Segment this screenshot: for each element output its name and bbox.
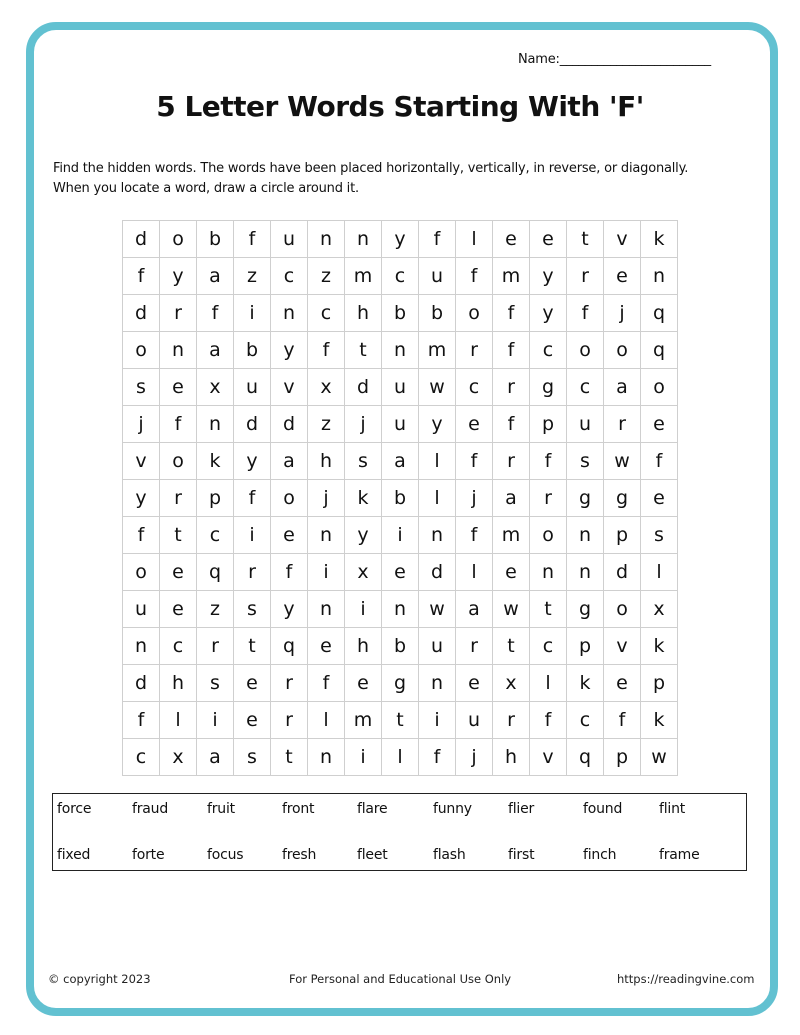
grid-cell[interactable]: l xyxy=(641,554,678,591)
grid-cell[interactable]: e xyxy=(160,369,197,406)
grid-cell[interactable]: h xyxy=(345,628,382,665)
grid-cell[interactable]: v xyxy=(604,628,641,665)
grid-cell[interactable]: i xyxy=(382,517,419,554)
grid-cell[interactable]: s xyxy=(567,443,604,480)
grid-cell[interactable]: n xyxy=(419,665,456,702)
copyright-text: © copyright 2023 xyxy=(48,972,151,986)
grid-cell[interactable]: d xyxy=(604,554,641,591)
grid-cell[interactable]: f xyxy=(419,739,456,776)
grid-cell[interactable]: q xyxy=(641,332,678,369)
grid-cell[interactable]: f xyxy=(234,480,271,517)
grid-cell[interactable]: n xyxy=(530,554,567,591)
grid-cell[interactable]: t xyxy=(234,628,271,665)
grid-cell[interactable]: n xyxy=(382,332,419,369)
grid-cell[interactable]: d xyxy=(123,295,160,332)
grid-cell[interactable]: e xyxy=(493,221,530,258)
grid-cell[interactable]: e xyxy=(641,406,678,443)
page-title: 5 Letter Words Starting With 'F' xyxy=(156,90,644,123)
grid-cell[interactable]: e xyxy=(604,665,641,702)
grid-cell[interactable]: c xyxy=(271,258,308,295)
grid-cell[interactable]: j xyxy=(123,406,160,443)
grid-cell[interactable]: n xyxy=(308,591,345,628)
grid-cell[interactable]: u xyxy=(123,591,160,628)
word-list-item: fleet xyxy=(357,847,388,863)
grid-cell[interactable]: i xyxy=(197,702,234,739)
grid-cell[interactable]: b xyxy=(382,628,419,665)
grid-cell[interactable]: g xyxy=(530,369,567,406)
grid-cell[interactable]: o xyxy=(160,443,197,480)
grid-cell[interactable]: s xyxy=(123,369,160,406)
grid-cell[interactable]: f xyxy=(197,295,234,332)
grid-cell[interactable]: f xyxy=(271,554,308,591)
grid-cell[interactable]: f xyxy=(160,406,197,443)
grid-cell[interactable]: x xyxy=(308,369,345,406)
grid-cell[interactable]: s xyxy=(197,665,234,702)
grid-cell[interactable]: r xyxy=(234,554,271,591)
grid-cell[interactable]: f xyxy=(567,295,604,332)
grid-cell[interactable]: e xyxy=(160,591,197,628)
grid-cell[interactable]: t xyxy=(382,702,419,739)
grid-cell[interactable]: m xyxy=(345,258,382,295)
grid-cell[interactable]: s xyxy=(234,739,271,776)
grid-cell[interactable]: c xyxy=(456,369,493,406)
grid-cell[interactable]: n xyxy=(197,406,234,443)
grid-cell[interactable]: n xyxy=(641,258,678,295)
grid-cell[interactable]: l xyxy=(419,443,456,480)
word-search-grid xyxy=(122,220,678,776)
grid-cell[interactable]: j xyxy=(456,480,493,517)
grid-cell[interactable]: p xyxy=(641,665,678,702)
grid-cell[interactable]: r xyxy=(197,628,234,665)
grid-cell[interactable]: r xyxy=(271,665,308,702)
grid-cell[interactable]: k xyxy=(345,480,382,517)
grid-cell[interactable]: c xyxy=(160,628,197,665)
grid-cell[interactable]: a xyxy=(604,369,641,406)
grid-cell[interactable]: o xyxy=(123,332,160,369)
grid-cell[interactable]: c xyxy=(123,739,160,776)
grid-cell[interactable]: b xyxy=(234,332,271,369)
grid-cell[interactable]: r xyxy=(271,702,308,739)
grid-cell[interactable]: i xyxy=(308,554,345,591)
grid-cell[interactable]: g xyxy=(567,480,604,517)
grid-cell[interactable]: z xyxy=(234,258,271,295)
grid-cell[interactable]: o xyxy=(641,369,678,406)
grid-cell[interactable]: u xyxy=(419,628,456,665)
instructions: Find the hidden words. The words have been placed horizontally, vertically, in reverse, or diagonally. When you locate a word, draw a circle around it. xyxy=(53,161,689,196)
grid-cell[interactable]: u xyxy=(456,702,493,739)
word-list-item: focus xyxy=(207,847,244,863)
grid-cell[interactable]: u xyxy=(419,258,456,295)
grid-cell[interactable]: q xyxy=(641,295,678,332)
grid-cell[interactable]: n xyxy=(345,221,382,258)
grid-cell[interactable]: e xyxy=(456,406,493,443)
grid-cell[interactable]: x xyxy=(493,665,530,702)
word-list-item: first xyxy=(508,847,535,863)
grid-cell[interactable]: y xyxy=(530,258,567,295)
grid-cell[interactable]: r xyxy=(567,258,604,295)
grid-cell[interactable]: e xyxy=(604,258,641,295)
grid-cell[interactable]: u xyxy=(271,221,308,258)
grid-cell[interactable]: c xyxy=(530,332,567,369)
grid-cell[interactable]: c xyxy=(567,702,604,739)
grid-cell[interactable]: p xyxy=(604,517,641,554)
grid-cell[interactable]: z xyxy=(197,591,234,628)
grid-cell[interactable]: f xyxy=(641,443,678,480)
grid-cell[interactable]: w xyxy=(604,443,641,480)
grid-cell[interactable]: r xyxy=(530,480,567,517)
grid-cell[interactable]: f xyxy=(493,332,530,369)
word-list-item: fresh xyxy=(282,847,317,863)
grid-cell[interactable]: t xyxy=(271,739,308,776)
word-list-item: front xyxy=(282,801,315,817)
word-list-item: fraud xyxy=(132,801,169,817)
grid-cell[interactable]: g xyxy=(382,665,419,702)
grid-cell[interactable]: z xyxy=(308,258,345,295)
grid-cell[interactable]: d xyxy=(123,221,160,258)
grid-cell[interactable]: d xyxy=(271,406,308,443)
grid-cell[interactable]: n xyxy=(271,295,308,332)
grid-cell[interactable]: k xyxy=(567,665,604,702)
grid-cell[interactable]: n xyxy=(123,628,160,665)
grid-cell[interactable]: e xyxy=(271,517,308,554)
word-list-item: flint xyxy=(659,801,686,817)
grid-cell[interactable]: f xyxy=(530,443,567,480)
grid-cell[interactable]: x xyxy=(345,554,382,591)
grid-cell[interactable]: u xyxy=(567,406,604,443)
grid-cell[interactable]: j xyxy=(308,480,345,517)
grid-cell[interactable]: v xyxy=(530,739,567,776)
word-list-item: fruit xyxy=(207,801,235,817)
grid-cell[interactable]: e xyxy=(345,665,382,702)
grid-cell[interactable]: v xyxy=(123,443,160,480)
grid-cell[interactable]: l xyxy=(456,554,493,591)
grid-cell[interactable]: m xyxy=(493,258,530,295)
grid-cell[interactable]: f xyxy=(456,517,493,554)
grid-cell[interactable]: f xyxy=(308,332,345,369)
grid-cell[interactable]: k xyxy=(197,443,234,480)
grid-cell[interactable]: y xyxy=(419,406,456,443)
grid-cell[interactable]: w xyxy=(419,369,456,406)
grid-cell[interactable]: c xyxy=(382,258,419,295)
grid-cell[interactable]: a xyxy=(197,258,234,295)
grid-cell[interactable]: h xyxy=(160,665,197,702)
grid-cell[interactable]: t xyxy=(345,332,382,369)
grid-cell[interactable]: x xyxy=(160,739,197,776)
grid-cell[interactable]: f xyxy=(493,295,530,332)
grid-cell[interactable]: e xyxy=(641,480,678,517)
grid-cell[interactable]: r xyxy=(604,406,641,443)
grid-cell[interactable]: l xyxy=(530,665,567,702)
grid-cell[interactable]: i xyxy=(345,591,382,628)
grid-cell[interactable]: g xyxy=(604,480,641,517)
grid-cell[interactable]: e xyxy=(456,665,493,702)
grid-cell[interactable]: y xyxy=(160,258,197,295)
grid-cell[interactable]: x xyxy=(641,591,678,628)
grid-cell[interactable]: c xyxy=(308,295,345,332)
grid-cell[interactable]: a xyxy=(382,443,419,480)
grid-cell[interactable]: y xyxy=(234,443,271,480)
grid-cell[interactable]: f xyxy=(530,702,567,739)
usage-notice: For Personal and Educational Use Only xyxy=(289,972,512,986)
grid-cell[interactable]: c xyxy=(530,628,567,665)
grid-cell[interactable]: s xyxy=(345,443,382,480)
grid-cell[interactable]: p xyxy=(604,739,641,776)
grid-cell[interactable]: u xyxy=(382,406,419,443)
grid-cell[interactable]: m xyxy=(493,517,530,554)
grid-cell[interactable]: e xyxy=(530,221,567,258)
grid-cell[interactable]: v xyxy=(604,221,641,258)
word-list-item: flier xyxy=(508,801,535,817)
grid-cell[interactable]: r xyxy=(160,295,197,332)
grid-cell[interactable]: e xyxy=(234,665,271,702)
word-list-item: funny xyxy=(433,801,472,817)
grid-cell[interactable]: i xyxy=(419,702,456,739)
grid-cell[interactable]: f xyxy=(493,406,530,443)
grid-cell[interactable]: j xyxy=(604,295,641,332)
grid-cell[interactable]: i xyxy=(234,517,271,554)
grid-cell[interactable]: e xyxy=(308,628,345,665)
name-field[interactable]: Name:________________________ xyxy=(518,52,711,67)
grid-cell[interactable]: z xyxy=(308,406,345,443)
grid-cell[interactable]: n xyxy=(419,517,456,554)
grid-cell[interactable]: n xyxy=(160,332,197,369)
grid-cell[interactable]: e xyxy=(382,554,419,591)
grid-cell[interactable]: t xyxy=(567,221,604,258)
grid-cell[interactable]: a xyxy=(493,480,530,517)
grid-cell[interactable]: w xyxy=(419,591,456,628)
grid-cell[interactable]: f xyxy=(123,258,160,295)
site-url[interactable]: https://readingvine.com xyxy=(617,972,755,986)
grid-cell[interactable]: l xyxy=(160,702,197,739)
word-list-item: force xyxy=(57,801,92,817)
word-list-item: finch xyxy=(583,847,617,863)
grid-cell[interactable]: f xyxy=(456,258,493,295)
grid-cell[interactable]: o xyxy=(530,517,567,554)
grid-cell[interactable]: r xyxy=(160,480,197,517)
grid-cell[interactable]: v xyxy=(271,369,308,406)
grid-cell[interactable]: o xyxy=(567,332,604,369)
grid-cell[interactable]: d xyxy=(419,554,456,591)
grid-cell[interactable]: l xyxy=(308,702,345,739)
grid-cell[interactable]: o xyxy=(123,554,160,591)
grid-cell[interactable]: y xyxy=(382,221,419,258)
grid-cell[interactable]: u xyxy=(234,369,271,406)
grid-cell[interactable]: y xyxy=(271,332,308,369)
grid-cell[interactable]: f xyxy=(234,221,271,258)
grid-cell[interactable]: j xyxy=(345,406,382,443)
grid-cell[interactable]: k xyxy=(641,221,678,258)
grid-cell[interactable]: b xyxy=(382,295,419,332)
grid-cell[interactable]: y xyxy=(123,480,160,517)
grid-cell[interactable]: e xyxy=(234,702,271,739)
grid-cell[interactable]: p xyxy=(530,406,567,443)
grid-cell[interactable]: n xyxy=(308,517,345,554)
grid-cell[interactable]: b xyxy=(197,221,234,258)
grid-cell[interactable]: m xyxy=(419,332,456,369)
grid-cell[interactable]: h xyxy=(493,739,530,776)
grid-cell[interactable]: p xyxy=(197,480,234,517)
grid-cell[interactable]: l xyxy=(456,221,493,258)
grid-cell[interactable]: o xyxy=(160,221,197,258)
grid-cell[interactable]: r xyxy=(456,332,493,369)
grid-cell[interactable]: d xyxy=(123,665,160,702)
grid-cell[interactable]: w xyxy=(493,591,530,628)
grid-cell[interactable]: g xyxy=(567,591,604,628)
grid-cell[interactable]: b xyxy=(382,480,419,517)
grid-cell[interactable]: w xyxy=(641,739,678,776)
word-list-item: flash xyxy=(433,847,466,863)
grid-cell[interactable]: o xyxy=(604,332,641,369)
grid-cell[interactable]: n xyxy=(382,591,419,628)
grid-cell[interactable]: h xyxy=(308,443,345,480)
grid-cell[interactable]: n xyxy=(308,739,345,776)
grid-cell[interactable]: a xyxy=(271,443,308,480)
grid-cell[interactable]: y xyxy=(345,517,382,554)
word-list-item: fixed xyxy=(57,847,91,863)
grid-cell[interactable]: e xyxy=(160,554,197,591)
grid-cell[interactable]: a xyxy=(197,332,234,369)
grid-cell[interactable]: n xyxy=(567,554,604,591)
grid-cell[interactable]: t xyxy=(530,591,567,628)
grid-cell[interactable]: t xyxy=(493,628,530,665)
grid-cell[interactable]: o xyxy=(456,295,493,332)
grid-cell[interactable]: i xyxy=(345,739,382,776)
grid-cell[interactable]: a xyxy=(456,591,493,628)
grid-cell[interactable]: i xyxy=(234,295,271,332)
grid-cell[interactable]: c xyxy=(567,369,604,406)
grid-cell[interactable]: r xyxy=(493,702,530,739)
grid-cell[interactable]: f xyxy=(604,702,641,739)
grid-cell[interactable]: d xyxy=(345,369,382,406)
grid-cell[interactable]: e xyxy=(493,554,530,591)
grid-cell[interactable]: l xyxy=(419,480,456,517)
grid-cell[interactable]: x xyxy=(197,369,234,406)
grid-cell[interactable]: q xyxy=(271,628,308,665)
grid-cell[interactable]: j xyxy=(456,739,493,776)
grid-cell[interactable]: p xyxy=(567,628,604,665)
grid-cell[interactable]: m xyxy=(345,702,382,739)
grid-cell[interactable]: q xyxy=(567,739,604,776)
grid-cell[interactable]: k xyxy=(641,702,678,739)
grid-cell[interactable]: f xyxy=(123,702,160,739)
grid-cell[interactable]: h xyxy=(345,295,382,332)
grid-cell[interactable]: c xyxy=(197,517,234,554)
grid-cell[interactable]: a xyxy=(197,739,234,776)
grid-cell[interactable]: r xyxy=(456,628,493,665)
grid-cell[interactable]: t xyxy=(160,517,197,554)
word-list-item: frame xyxy=(659,847,700,863)
word-list-box xyxy=(52,793,747,871)
grid-cell[interactable]: s xyxy=(234,591,271,628)
grid-cell[interactable]: q xyxy=(197,554,234,591)
grid-cell[interactable]: o xyxy=(271,480,308,517)
word-list-item: flare xyxy=(357,801,388,817)
word-list-item: found xyxy=(583,801,623,817)
grid-cell[interactable]: f xyxy=(456,443,493,480)
grid-cell[interactable]: n xyxy=(567,517,604,554)
grid-cell[interactable]: r xyxy=(493,443,530,480)
grid-cell[interactable]: r xyxy=(493,369,530,406)
grid-cell[interactable]: f xyxy=(308,665,345,702)
word-list-item: forte xyxy=(132,847,165,863)
grid-cell[interactable]: d xyxy=(234,406,271,443)
grid-cell[interactable]: y xyxy=(271,591,308,628)
grid-cell[interactable]: f xyxy=(123,517,160,554)
grid-cell[interactable]: b xyxy=(419,295,456,332)
grid-cell[interactable]: f xyxy=(419,221,456,258)
grid-cell[interactable]: k xyxy=(641,628,678,665)
grid-cell[interactable]: n xyxy=(308,221,345,258)
grid-cell[interactable]: l xyxy=(382,739,419,776)
grid-cell[interactable]: s xyxy=(641,517,678,554)
grid-cell[interactable]: y xyxy=(530,295,567,332)
grid-cell[interactable]: o xyxy=(604,591,641,628)
grid-cell[interactable]: u xyxy=(382,369,419,406)
